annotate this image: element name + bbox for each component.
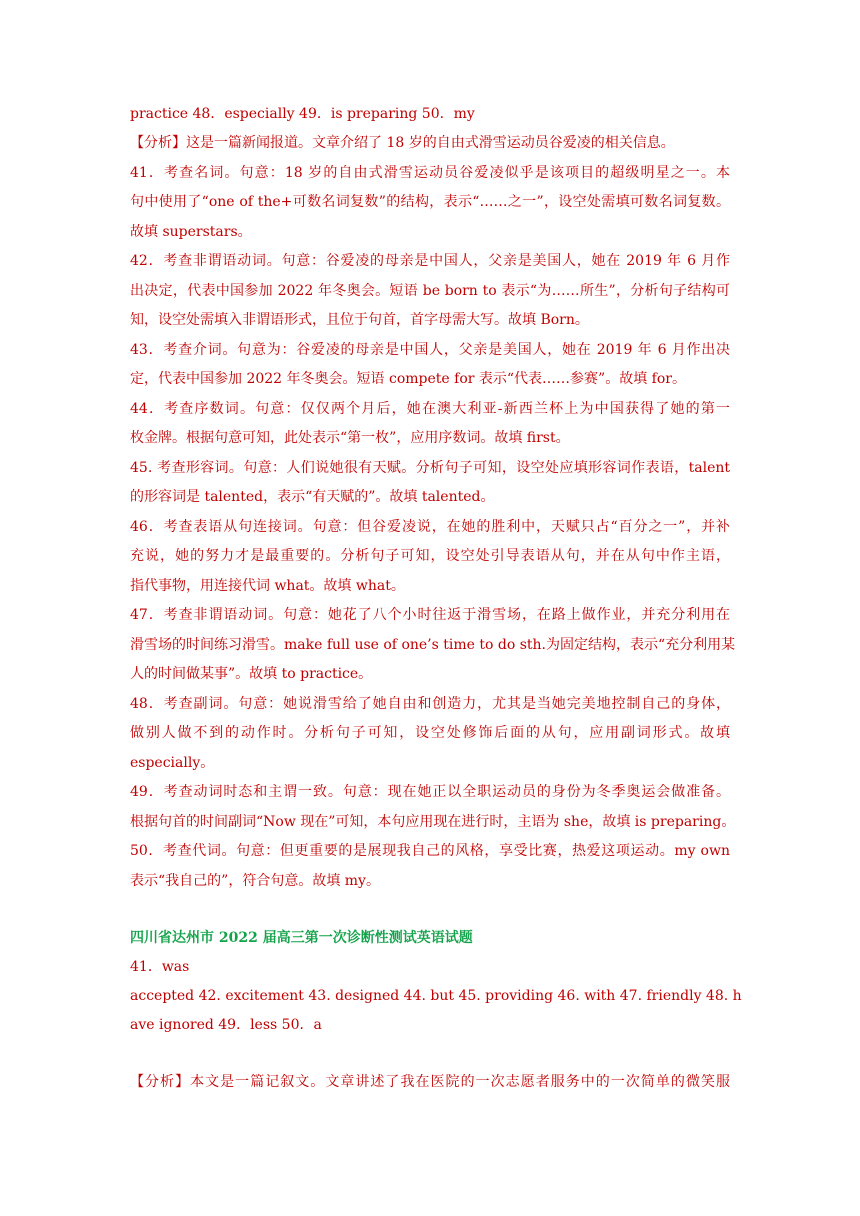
explanation-47-line-3: 人的时间做某事”。故填 to practice。 <box>130 666 373 682</box>
explanation-44-line-1: 44．考查序数词。句意：仅仅两个月后，她在澳大利亚-新西兰杯上为中国获得了她的第一 <box>130 401 730 417</box>
explanation-49-line-2: 根据句首的时间副词“Now 现在”可知，本句应用现在进行时，主语为 she，故填 is preparing。 <box>130 814 736 830</box>
explanation-50-line-1: 50．考查代词。句意：但更重要的是展现我自己的风格，享受比赛，热爱这项运动。my own <box>130 843 730 859</box>
explanation-42-line-1: 42．考查非谓语动词。句意：谷爱凌的母亲是中国人，父亲是美国人，她在 2019 年 6 月作 <box>130 253 730 269</box>
answer-line-1: 41．was <box>130 959 190 975</box>
explanation-45-line-1: 45. 考查形容词。句意：人们说她很有天赋。分析句子可知，设空处应填形容词作表语，talent <box>130 460 730 476</box>
explanation-41-line-3: 故填 superstars。 <box>130 224 252 240</box>
section-title: 四川省达州市 2022 届高三第一次诊断性测试英语试题 <box>130 930 473 946</box>
explanation-43-line-2: 定，代表中国参加 2022 年冬奥会。短语 compete for 表示“代表……参赛”。故填 for。 <box>130 371 686 387</box>
explanation-46-line-1: 46．考查表语从句连接词。句意：但谷爱凌说，在她的胜利中，天赋只占“百分之一”，并补 <box>130 519 730 535</box>
analysis-line: 【分析】这是一篇新闻报道。文章介绍了 18 岁的自由式滑雪运动员谷爱凌的相关信息。 <box>130 135 675 151</box>
explanation-46-line-3: 指代事物，用连接代词 what。故填 what。 <box>130 578 405 594</box>
answer-line-3: ave ignored 49．less 50．a <box>130 1017 322 1033</box>
explanation-48-line-1: 48．考查副词。句意：她说滑雪给了她自由和创造力，尤其是当她完美地控制自己的身体， <box>130 696 730 712</box>
explanation-47-line-2: 滑雪场的时间练习滑雪。make full use of one’s time to do sth.为固定结构，表示“充分利用某 <box>130 637 736 653</box>
explanation-45-line-2: 的形容词是 talented，表示“有天赋的”。故填 talented。 <box>130 489 495 505</box>
analysis-line-2: 【分析】本文是一篇记叙文。文章讲述了我在医院的一次志愿者服务中的一次简单的微笑服 <box>130 1074 730 1090</box>
explanation-43-line-1: 43．考查介词。句意为：谷爱凌的母亲是中国人，父亲是美国人，她在 2019 年 6 月作出决 <box>130 342 730 358</box>
explanation-46-line-2: 充说，她的努力才是最重要的。分析句子可知，设空处引导表语从句，并在从句中作主语， <box>130 548 730 564</box>
explanation-50-line-2: 表示“我自己的”，符合句意。故填 my。 <box>130 873 380 889</box>
explanation-48-line-3: especially。 <box>130 755 215 771</box>
answers-tail-line: practice 48．especially 49．is preparing 50．my <box>130 106 475 122</box>
explanation-41-line-1: 41．考查名词。句意：18 岁的自由式滑雪运动员谷爱凌似乎是该项目的超级明星之一。本 <box>130 165 730 181</box>
explanation-42-line-3: 知，设空处需填入非谓语形式，且位于句首，首字母需大写。故填 Born。 <box>130 312 589 328</box>
explanation-41-line-2: 句中使用了“one of the+可数名词复数”的结构，表示“……之一”，设空处需填可数名词复数。 <box>130 194 730 210</box>
answer-line-2: accepted 42. excitement 43. designed 44. but 45. providing 46. with 47. friendly 48. h <box>130 988 742 1004</box>
explanation-42-line-2: 出决定，代表中国参加 2022 年冬奥会。短语 be born to 表示“为……所生”，分析句子结构可 <box>130 283 730 299</box>
explanation-44-line-2: 枚金牌。根据句意可知，此处表示“第一枚”，应用序数词。故填 first。 <box>130 430 570 446</box>
explanation-49-line-1: 49．考查动词时态和主谓一致。句意：现在她正以全职运动员的身份为冬季奥运会做准备。 <box>130 784 730 800</box>
explanation-48-line-2: 做别人做不到的动作时。分析句子可知，设空处修饰后面的从句，应用副词形式。故填 <box>130 725 730 741</box>
explanation-47-line-1: 47．考查非谓语动词。句意：她花了八个小时往返于滑雪场，在路上做作业，并充分利用在 <box>130 607 730 623</box>
